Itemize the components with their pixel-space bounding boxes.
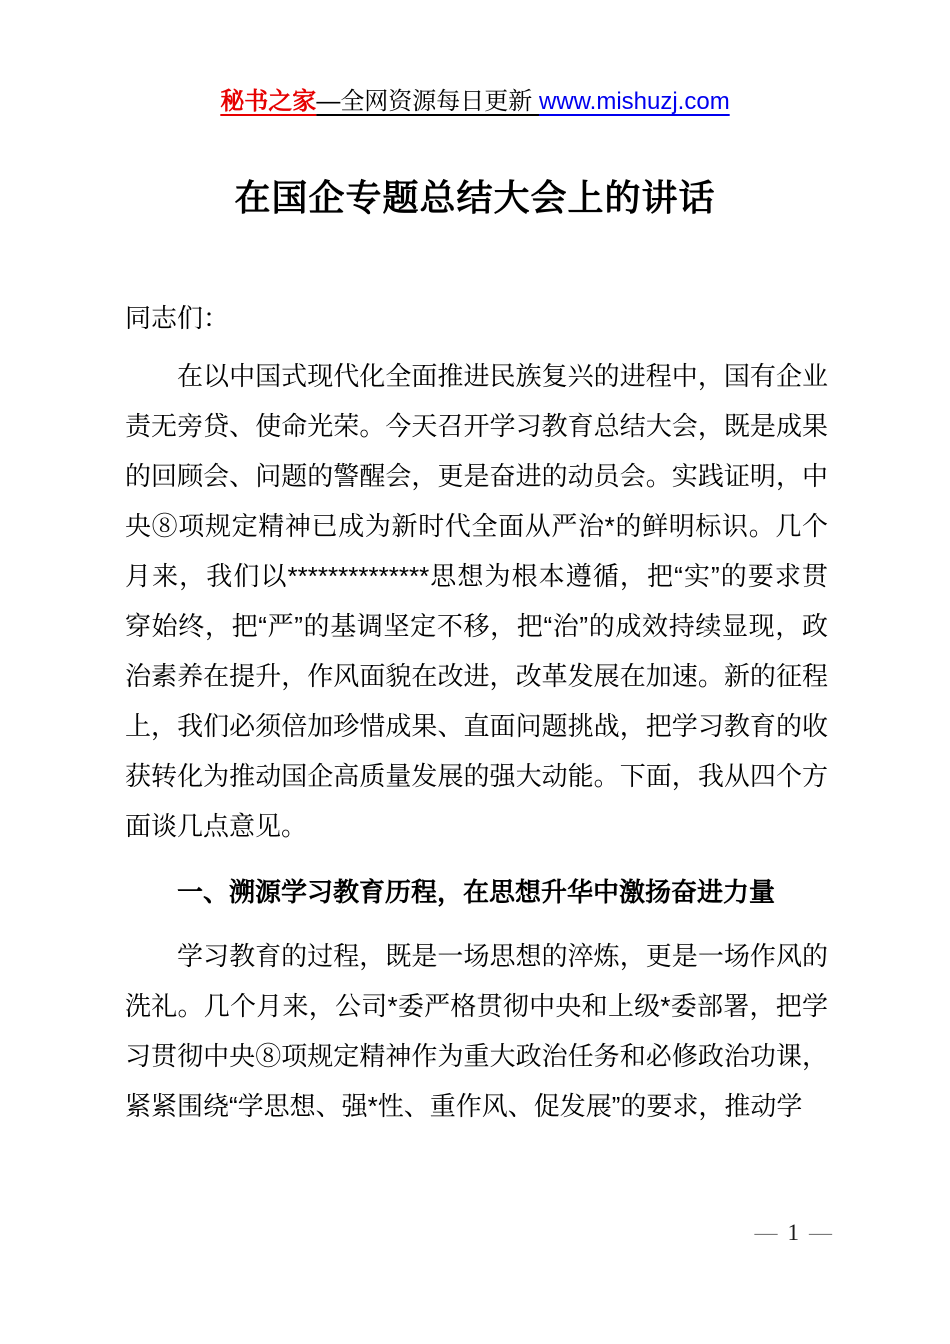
page-number-dash-right: — xyxy=(809,1220,832,1245)
page-number-value: 1 xyxy=(787,1220,799,1245)
site-tagline: —全网资源每日更新 xyxy=(316,88,539,115)
document-title: 在国企专题总结大会上的讲话 xyxy=(234,177,716,218)
site-name: 秘书之家 xyxy=(220,88,317,115)
site-url-link[interactable]: www.mishuzj.com xyxy=(538,88,730,115)
paragraph-1: 在以中国式现代化全面推进民族复兴的进程中，国有企业责无旁贷、使命光荣。今天召开学习教育总结大会，既是成果的回顾会、问题的警醒会，更是奋进的动员会。实践证明，中央⑧项规定精神已成为新时代全面从严治*的鲜明标识。几个月来，我们以**************思想为根本遵循，把“实”的要求贯穿始终，把“严”的基调坚定不移，把“治”的成效持续显现，政治素养在提升，作风面貌在改进，改革发展在加速。新的征程上，我们必须倍加珍惜成果、直面问题挑战，把学习教育的收获转化为推动国企高质量发展的强大动能。下面，我从四个方面谈几点意见。 xyxy=(125,361,828,841)
site-header xyxy=(0,86,950,118)
page-number xyxy=(755,1218,833,1248)
section-heading-1: 一、溯源学习教育历程，在思想升华中激扬奋进力量 xyxy=(177,877,776,907)
document-body xyxy=(125,293,828,1131)
paragraph-2: 学习教育的过程，既是一场思想的淬炼，更是一场作风的洗礼。几个月来，公司*委严格贯彻中央和上级*委部署，把学习贯彻中央⑧项规定精神作为重大政治任务和必修政治功课，紧紧围绕“学思想、强*性、重作风、促发展”的要求，推动学 xyxy=(125,941,828,1121)
page-number-dash-left: — xyxy=(754,1220,778,1245)
salutation: 同志们： xyxy=(125,303,230,333)
